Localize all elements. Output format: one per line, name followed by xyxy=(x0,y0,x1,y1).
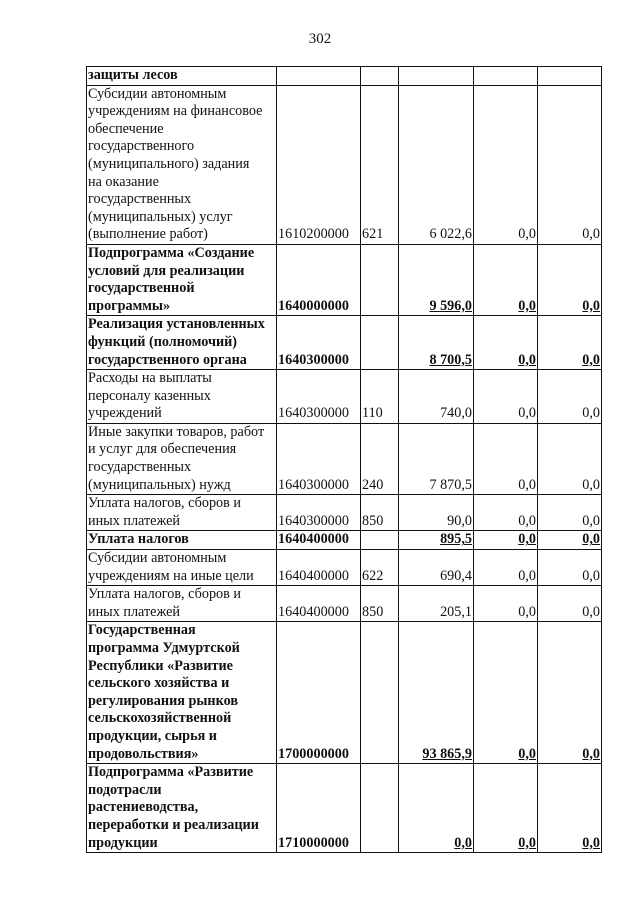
row-code: 1710000000 xyxy=(277,764,361,853)
row-amount-1: 740,0 xyxy=(399,370,474,424)
row-code: 1640300000 xyxy=(277,370,361,424)
row-name: Уплата налогов xyxy=(87,531,277,550)
table-row xyxy=(87,622,602,764)
row-expense-type xyxy=(361,764,399,853)
row-amount-2: 0,0 xyxy=(474,370,538,424)
page-number: 302 xyxy=(308,31,332,47)
row-code: 1640400000 xyxy=(277,586,361,622)
row-amount-1: 205,1 xyxy=(399,586,474,622)
row-amount-2: 0,0 xyxy=(474,85,538,244)
row-amount-3: 0,0 xyxy=(538,244,602,315)
row-amount-1: 9 596,0 xyxy=(399,244,474,315)
row-amount-3: 0,0 xyxy=(538,85,602,244)
table-row xyxy=(87,550,602,586)
table-row xyxy=(87,316,602,370)
row-amount-1 xyxy=(399,67,474,86)
table-row xyxy=(87,495,602,531)
row-code: 1640300000 xyxy=(277,316,361,370)
row-amount-1: 895,5 xyxy=(399,531,474,550)
row-code: 1640000000 xyxy=(277,244,361,315)
row-code: 1640400000 xyxy=(277,531,361,550)
row-expense-type: 622 xyxy=(361,550,399,586)
row-amount-3: 0,0 xyxy=(538,423,602,494)
row-expense-type: 621 xyxy=(361,85,399,244)
row-expense-type xyxy=(361,244,399,315)
budget-table xyxy=(86,66,602,853)
row-amount-3: 0,0 xyxy=(538,370,602,424)
row-name: Субсидии автономным учреждениям на иные цели xyxy=(87,550,277,586)
row-expense-type xyxy=(361,622,399,764)
row-amount-2: 0,0 xyxy=(474,316,538,370)
row-amount-3: 0,0 xyxy=(538,550,602,586)
table-row xyxy=(87,85,602,244)
row-amount-2: 0,0 xyxy=(474,550,538,586)
row-name: Уплата налогов, сборов и иных платежей xyxy=(87,586,277,622)
row-amount-1: 690,4 xyxy=(399,550,474,586)
table-row xyxy=(87,244,602,315)
row-name: Реализация установленных функций (полномочий) государственного органа xyxy=(87,316,277,370)
row-amount-3: 0,0 xyxy=(538,586,602,622)
row-expense-type xyxy=(361,316,399,370)
row-code: 1640400000 xyxy=(277,550,361,586)
table-row xyxy=(87,370,602,424)
row-name: Уплата налогов, сборов и иных платежей xyxy=(87,495,277,531)
row-amount-1: 93 865,9 xyxy=(399,622,474,764)
table-row xyxy=(87,764,602,853)
row-amount-2: 0,0 xyxy=(474,244,538,315)
row-expense-type: 240 xyxy=(361,423,399,494)
row-name: Подпрограмма «Создание условий для реализации государственной программы» xyxy=(87,244,277,315)
row-name: Иные закупки товаров, работ и услуг для обеспечения государственных (муниципальных) нужд xyxy=(87,423,277,494)
row-amount-3 xyxy=(538,67,602,86)
row-amount-2: 0,0 xyxy=(474,495,538,531)
row-amount-1: 0,0 xyxy=(399,764,474,853)
row-expense-type: 850 xyxy=(361,586,399,622)
table-row xyxy=(87,586,602,622)
row-amount-2: 0,0 xyxy=(474,423,538,494)
row-expense-type xyxy=(361,67,399,86)
row-name: Подпрограмма «Развитие подотрасли растениеводства, переработки и реализации продукции xyxy=(87,764,277,853)
row-amount-2: 0,0 xyxy=(474,764,538,853)
row-amount-2: 0,0 xyxy=(474,622,538,764)
row-amount-3: 0,0 xyxy=(538,531,602,550)
row-amount-1: 7 870,5 xyxy=(399,423,474,494)
row-amount-3: 0,0 xyxy=(538,764,602,853)
row-amount-2: 0,0 xyxy=(474,586,538,622)
row-amount-3: 0,0 xyxy=(538,622,602,764)
row-expense-type xyxy=(361,531,399,550)
row-amount-2: 0,0 xyxy=(474,531,538,550)
row-name: Расходы на выплаты персоналу казенных учреждений xyxy=(87,370,277,424)
row-code: 1700000000 xyxy=(277,622,361,764)
table-row xyxy=(87,423,602,494)
row-code: 1640300000 xyxy=(277,495,361,531)
table-row xyxy=(87,67,602,86)
row-expense-type: 850 xyxy=(361,495,399,531)
row-code: 1610200000 xyxy=(277,85,361,244)
row-name: Субсидии автономным учреждениям на финансовое обеспечение государственного (муниципального) задания на оказание государственных (муниципальных) услуг (выполнение работ) xyxy=(87,85,277,244)
table-body xyxy=(87,67,602,853)
row-amount-2 xyxy=(474,67,538,86)
table-row xyxy=(87,531,602,550)
row-amount-1: 90,0 xyxy=(399,495,474,531)
row-amount-1: 8 700,5 xyxy=(399,316,474,370)
row-amount-3: 0,0 xyxy=(538,495,602,531)
row-code: 1640300000 xyxy=(277,423,361,494)
row-name: Государственная программа Удмуртской Республики «Развитие сельского хозяйства и регулирования рынков сельскохозяйственной продукции, сырья и продовольствия» xyxy=(87,622,277,764)
row-amount-1: 6 022,6 xyxy=(399,85,474,244)
row-code xyxy=(277,67,361,86)
row-name: защиты лесов xyxy=(87,67,277,86)
row-amount-3: 0,0 xyxy=(538,316,602,370)
row-expense-type: 110 xyxy=(361,370,399,424)
